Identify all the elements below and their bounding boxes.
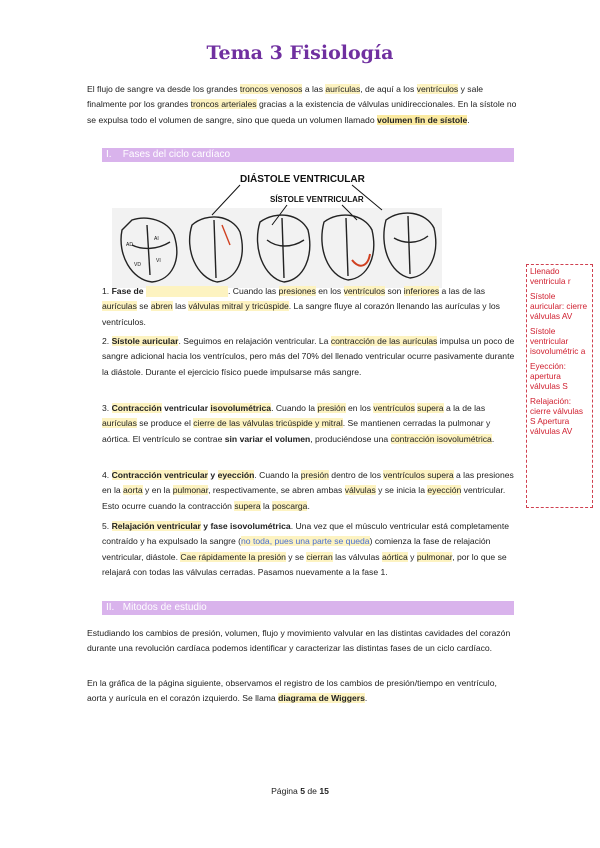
- highlight: troncos arteriales: [190, 99, 257, 110]
- chamber-label: VD: [134, 262, 141, 268]
- list-number: 1.: [102, 286, 112, 296]
- margin-comments: [526, 264, 593, 508]
- text: se produce el: [136, 418, 194, 429]
- bold-term: y fase isovolumétrica: [200, 521, 291, 531]
- bold-term: y: [208, 470, 218, 480]
- comment-item: Sístole ventricular isovolumétric a: [530, 326, 586, 356]
- text: . Una vez que el músculo ventricular está completamente contraído y ha expulsado la sangre (: [102, 521, 509, 547]
- bold-term: eyección: [217, 470, 255, 480]
- bold-term: Relajación ventricular: [111, 521, 201, 531]
- section-label: Mitodos de estudio: [122, 602, 207, 613]
- highlight: aorta: [123, 485, 143, 496]
- highlight: Cae rápidamente la presión: [180, 551, 286, 562]
- phase-4: [102, 468, 516, 514]
- text: ventricular. Esto ocurre cuando la contracción: [102, 485, 506, 511]
- text: impulsa un poco de sangre adicional hacia los ventrículos, pero más del 70% del llenado ventricular ocurre pasivamente durante la diástole. Durante el ejercicio físico puede impulsarse más sangre.: [102, 336, 515, 377]
- phase-2: [102, 334, 516, 380]
- text: . Cuando las: [227, 286, 279, 296]
- cardiac-cycle-diagram: [112, 170, 442, 290]
- highlight: supera: [234, 500, 261, 511]
- text: .: [467, 114, 470, 125]
- highlight: presión: [300, 470, 329, 480]
- text: . Cuando la: [271, 403, 318, 413]
- highlight: cierran: [306, 551, 333, 562]
- text: a las presiones en la: [102, 470, 514, 496]
- intro-paragraph: [87, 82, 517, 128]
- highlight: aórtica: [381, 551, 408, 562]
- text: , de aquí a los: [360, 84, 417, 94]
- text: El flujo de sangre va desde los grandes: [87, 84, 240, 94]
- text: y en la: [142, 485, 173, 496]
- text: gracias a la existencia de válvulas unidireccionales. En la sístole no se expulsa todo el volumen de sangre, sino que queda un volumen llamado: [87, 99, 517, 125]
- bold-term: Contracción ventricular: [111, 470, 209, 480]
- highlight: ventrículos supera: [383, 470, 454, 480]
- text: dentro de los: [328, 470, 384, 480]
- highlight: eyección: [427, 485, 462, 496]
- highlight: poscarga: [272, 500, 308, 511]
- phase-1: [102, 284, 516, 330]
- text: , por lo que se relajará con todas las válvulas cerradas. Pasamos nuevamente a la fase 1.: [102, 551, 507, 577]
- text: y se inicia la: [375, 485, 428, 496]
- highlight: ventrículos: [373, 403, 415, 413]
- list-number: 3.: [102, 403, 112, 413]
- section-number: I.: [106, 149, 112, 160]
- text: . La sangre fluye al corazón llenando las aurículas y los ventrículos.: [102, 301, 500, 327]
- text: . Cuando la: [254, 470, 301, 480]
- label-systole: SÍSTOLE VENTRICULAR: [270, 195, 364, 204]
- text: la: [260, 500, 273, 511]
- highlight: presión: [317, 403, 346, 413]
- footer-text: de: [305, 786, 320, 796]
- page-number: 5: [300, 786, 306, 796]
- highlight: contracción isovolumétrica: [390, 433, 492, 444]
- text: en los: [315, 286, 344, 296]
- bold-term: sin variar el volumen: [224, 433, 311, 444]
- text: ) comienza la fase de relajación ventricular, diástole.: [102, 536, 491, 562]
- bold-term: Contracción: [111, 403, 162, 413]
- bold-term: isovolumétrica: [210, 403, 272, 413]
- highlight: troncos venosos: [239, 84, 303, 94]
- highlight-bold: volumen fin de sístole: [377, 114, 468, 125]
- section-number: II.: [106, 602, 115, 613]
- text: a la de las: [443, 403, 486, 413]
- bold-term: ventricular: [161, 403, 211, 413]
- list-number: 5.: [102, 521, 112, 531]
- text: y: [407, 551, 417, 562]
- highlight: ventrículos: [416, 84, 459, 94]
- highlight: contracción de las aurículas: [330, 336, 438, 346]
- highlight: cierre de las válvulas tricúspide y mitral: [193, 418, 343, 429]
- comment-item: Llenado ventricula r: [530, 266, 571, 286]
- page-footer: [0, 784, 600, 799]
- text: . Se mantienen cerradas la pulmonar y aórtica. El ventrículo se contrae: [102, 418, 491, 444]
- text: en los: [345, 403, 374, 413]
- text: .: [491, 433, 495, 444]
- section-heading-phases: [102, 148, 514, 162]
- text: .: [364, 693, 368, 704]
- comment-item: Relajación: cierre válvulas S Apertura válvulas AV: [530, 396, 584, 436]
- text: .: [307, 500, 310, 511]
- text: , respectivamente, se abren ambas: [208, 485, 345, 496]
- list-number: 2.: [102, 336, 112, 346]
- text: se: [136, 301, 151, 312]
- phase-3: [102, 401, 516, 447]
- highlight: pulmonar: [416, 551, 453, 562]
- bold-term: Sístole auricular: [111, 336, 179, 346]
- highlight: abren: [150, 301, 173, 312]
- highlight: presiones: [278, 286, 316, 296]
- phase-5: [102, 519, 516, 580]
- highlight: pulmonar: [172, 485, 209, 496]
- blank-highlight: [146, 286, 228, 297]
- comment-item: Sístole auricular: cierre válvulas AV: [530, 291, 588, 321]
- chamber-label: AD: [126, 242, 133, 248]
- section-label: Fases del ciclo cardíaco: [122, 149, 231, 160]
- text: y sale finalmente por los grandes: [87, 84, 484, 110]
- bold-term: Fase de: [111, 286, 144, 296]
- section-heading-methods: [102, 601, 514, 615]
- highlight: inferiores: [403, 286, 440, 296]
- highlight: supera: [417, 403, 444, 413]
- text: En la gráfica de la página siguiente, observamos el registro de los cambios de presión/tiempo en ventrículo, aorta y aurícula en el corazón izquierdo. Se llama: [87, 678, 497, 704]
- page-title: Tema 3 Fisiología: [206, 42, 394, 64]
- footer-text: Página: [271, 786, 301, 796]
- diagram-background: [112, 208, 442, 288]
- study-paragraph-2: [87, 676, 517, 707]
- text: las válvulas: [332, 551, 382, 562]
- highlight: ventrículos: [343, 286, 386, 296]
- highlight: aurículas: [102, 301, 137, 312]
- study-paragraph-1: Estudiando los cambios de presión, volumen, flujo y movimiento valvular en las distintas cavidades del corazón durante una revolución cardíaca podemos identificar y caracterizar las distintas fases de un ciclo cardíaco.: [87, 628, 511, 654]
- text: . Seguimos en relajación ventricular. La: [178, 336, 331, 346]
- chamber-label: AI: [154, 236, 159, 242]
- bold-term: diagrama de Wiggers: [278, 693, 365, 704]
- page-total: 15: [319, 786, 329, 796]
- text: a las: [302, 84, 326, 94]
- highlight: válvulas: [344, 485, 376, 496]
- text: las: [172, 301, 189, 312]
- chamber-label: VI: [156, 258, 161, 264]
- comment-item: Eyección: apertura válvulas S: [530, 361, 568, 391]
- text: y se: [285, 551, 307, 562]
- highlight: válvulas mitral y tricúspide: [188, 301, 289, 312]
- highlight: aurículas: [102, 418, 137, 429]
- list-number: 4.: [102, 470, 112, 480]
- highlight: aurículas: [325, 84, 361, 94]
- text: a las de las: [439, 286, 486, 296]
- text: , produciéndose una: [310, 433, 391, 444]
- label-diastole: DIÁSTOLE VENTRICULAR: [240, 174, 365, 185]
- text: son: [385, 286, 404, 296]
- blue-note: no toda, pues una parte se queda: [241, 536, 370, 547]
